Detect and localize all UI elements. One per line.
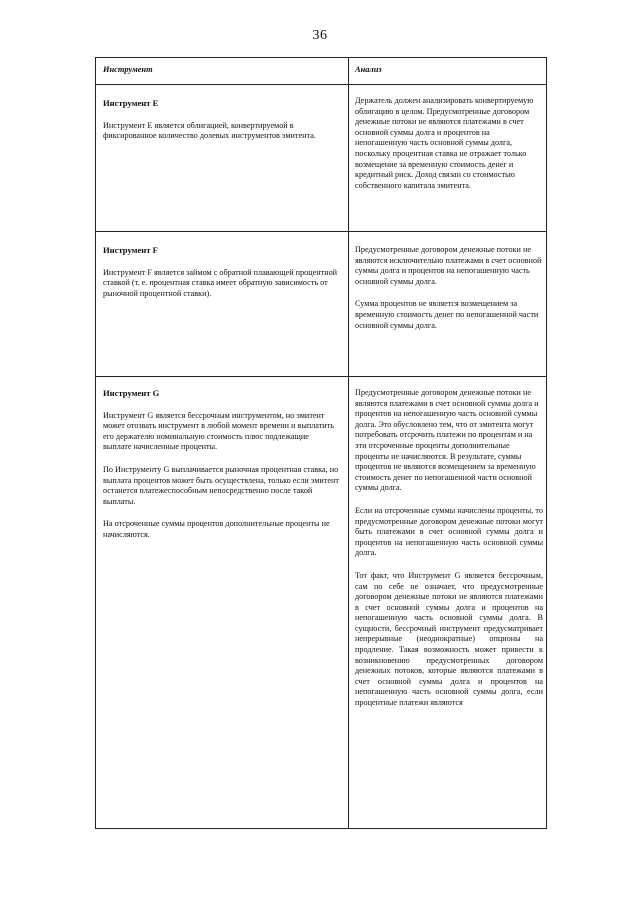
row-title: Инструмент G	[103, 388, 160, 398]
row-description: На отсроченные суммы процентов дополнительные проценты не начисляются.	[103, 519, 330, 539]
row-divider-e-f	[96, 231, 546, 232]
row-g-analysis-cell	[355, 388, 543, 721]
header-analysis: Анализ	[355, 65, 382, 74]
column-divider	[348, 58, 349, 828]
row-analysis-text: Если на отсроченные суммы начислены проценты, то предусмотренные договором денежные потоки могут быть платежами в счет основной суммы долга и процентов на непогашенную часть основной суммы долга.	[355, 505, 543, 558]
row-description: Инструмент F является займом с обратной плавающей процентной ставкой (т. е. процентная ставка имеет обратную зависимость от рыночной процентной ставки).	[103, 267, 338, 298]
row-title: Инструмент F	[103, 245, 158, 255]
row-description: Инструмент G является бессрочным инструментом, но эмитент может отозвать инструмент в любой момент времени и выплатить его держателю номинальную стоимость плюс подлежащие выплате начисленные проценты.	[103, 410, 334, 452]
row-f-instrument-cell	[103, 245, 339, 311]
row-analysis-text: Сумма процентов не является возмещением за временную стоимость денег по непогашенной части основной суммы долга.	[355, 299, 539, 330]
page-number: 36	[312, 28, 328, 43]
row-analysis-text: Тот факт, что Инструмент G является бессрочным, сам по себе не означает, что предусмотренные договором денежные потоки не являются платежами в счет основной суммы долга и процентов на непогашенную часть основной суммы долга. В сущности, бессрочный инструмент предусматривает непрерывные (неоднократные) опционы на продление. Такая возможность может привести к возникновению предусмотренных договором денежных потоков, которые являются платежами в счет основной суммы долга и процентов на непогашенную часть основной суммы долга, если процентные платежи являются	[355, 570, 543, 708]
row-analysis-text: Предусмотренные договором денежные потоки не являются платежами в счет основной суммы долга и процентов на непогашенную часть основной суммы долга. Это обусловлено тем, что от эмитента могут потребовать отсрочить платежи по процентам и на эти отсроченные проценты дополнительные проценты не начисляются. В результате, суммы процентов не являются возмещением за временную стоимость денег по непогашенной части основной суммы долга.	[355, 388, 539, 493]
row-description: По Инструменту G выплачивается рыночная процентная ставка, но выплата процентов может быть осуществлена, только если эмитент останется платежеспособным непосредственно после такой выплаты.	[103, 464, 339, 506]
row-analysis-text: Предусмотренные договором денежные потоки не являются исключительно платежами в счет основной суммы долга и процентов на непогашенную часть основной суммы долга.	[355, 245, 542, 286]
row-description: Инструмент Е является облигацией, конвертируемой в фиксированное количество долевых инструментов эмитента.	[103, 120, 316, 141]
row-f-analysis-cell	[355, 245, 543, 343]
row-e-analysis-cell	[355, 96, 543, 203]
row-e-instrument-cell	[103, 98, 339, 154]
row-analysis-text: Держатель должен анализировать конвертируемую облигацию в целом. Предусмотренные договором денежные потоки не являются платежами в счет основной суммы долга и процентов на непогашенную часть основной суммы долга, поскольку процентная ставка не отражает только возмещение за временную стоимость денег и кредитный риск. Доход связан со стоимостью собственного капитала эмитента.	[355, 96, 534, 190]
header-divider	[96, 84, 546, 85]
header-instrument: Инструмент	[103, 65, 153, 74]
row-g-instrument-cell	[103, 388, 339, 553]
row-title: Инструмент Е	[103, 98, 159, 108]
instrument-analysis-table	[95, 57, 547, 829]
row-divider-f-g	[96, 376, 546, 377]
